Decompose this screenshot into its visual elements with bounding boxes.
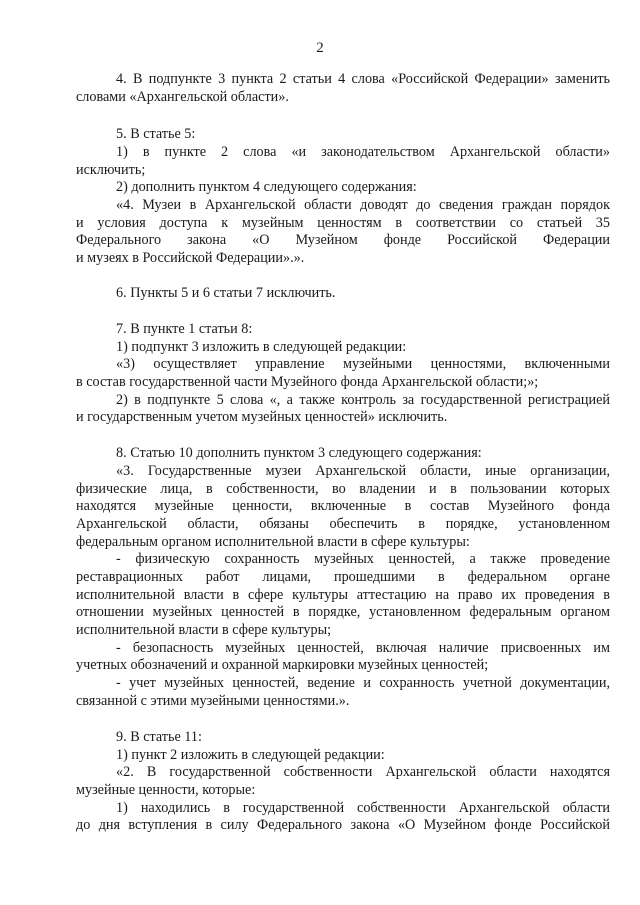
text-line: 1) в пункте 2 слова «и законодательством Архангельской области» (116, 144, 610, 160)
text-line: связанной с этими музейными ценностями.». (76, 693, 350, 709)
text-line: в состав государственной части Музейного фонда Архангельской области;»; (76, 374, 539, 390)
text-line: словами «Архангельской области». (76, 89, 289, 105)
text-line: реставрационных работ лицами, прошедшими в федеральном органе (76, 569, 610, 585)
text-line: и музеях в Российской Федерации».». (76, 250, 305, 266)
text-line: исполнительной власти в сфере культуры аттестацию на право их проведения в (76, 587, 610, 603)
text-line: - учет музейных ценностей, ведение и сохранность учетной документации, (116, 675, 610, 691)
text-line: - безопасность музейных ценностей, включая наличие присвоенных им (116, 640, 610, 656)
text-line: 2) в подпункте 5 слова «, а также контроль за государственной регистрацией (116, 392, 610, 408)
text-line: 6. Пункты 5 и 6 статьи 7 исключить. (116, 285, 336, 301)
text-line: и государственным учетом музейных ценностей» исключить. (76, 409, 448, 425)
text-line: «3) осуществляет управление музейными ценностями, включенными (116, 356, 610, 372)
text-line: федеральным органом исполнительной власти в сфере культуры: (76, 534, 470, 550)
text-line: 1) находились в государственной собственности Архангельской области (116, 800, 610, 816)
text-line: музейные ценности, которые: (76, 782, 256, 798)
text-line: исполнительной власти в сфере культуры; (76, 622, 332, 638)
text-line: - физическую сохранность музейных ценностей, а также проведение (116, 551, 610, 567)
text-line: до дня вступления в силу Федерального закона «О Музейном фонде Российской (76, 817, 610, 833)
text-line: 9. В статье 11: (116, 729, 202, 745)
text-line: физические лица, в собственности, во владении и в пользовании которых (76, 481, 610, 497)
text-line: 4. В подпункте 3 пункта 2 статьи 4 слова «Российской Федерации» заменить (116, 71, 610, 87)
text-line: «3. Государственные музеи Архангельской области, иные организации, (116, 463, 610, 479)
text-line: 5. В статье 5: (116, 126, 196, 142)
text-line: отношении музейных ценностей в порядке, установленном федеральным органом (76, 604, 610, 620)
text-line: «4. Музеи в Архангельской области доводят до сведения граждан порядок (116, 197, 610, 213)
text-line: Архангельской области, обязаны обеспечить в порядке, установленном (76, 516, 610, 532)
text-line: Федерального закона «О Музейном фонде Российской Федерации (76, 232, 610, 248)
text-line: находятся музейные ценности, включенные в состав Музейного фонда (76, 498, 610, 514)
text-line: 7. В пункте 1 статьи 8: (116, 321, 253, 337)
text-line: 1) пункт 2 изложить в следующей редакции: (116, 747, 385, 763)
text-line: 8. Статью 10 дополнить пунктом 3 следующего содержания: (116, 445, 482, 461)
text-line: 1) подпункт 3 изложить в следующей редакции: (116, 339, 407, 355)
text-line: учетных обозначений и охранной маркировки музейных ценностей; (76, 657, 489, 673)
text-line: «2. В государственной собственности Архангельской области находятся (116, 764, 610, 780)
page-number: 2 (316, 40, 324, 56)
text-line: 2) дополнить пунктом 4 следующего содержания: (116, 179, 417, 195)
text-line: и условия доступа к музейным ценностям в соответствии со статьей 35 (76, 215, 610, 231)
text-line: исключить; (76, 162, 146, 178)
